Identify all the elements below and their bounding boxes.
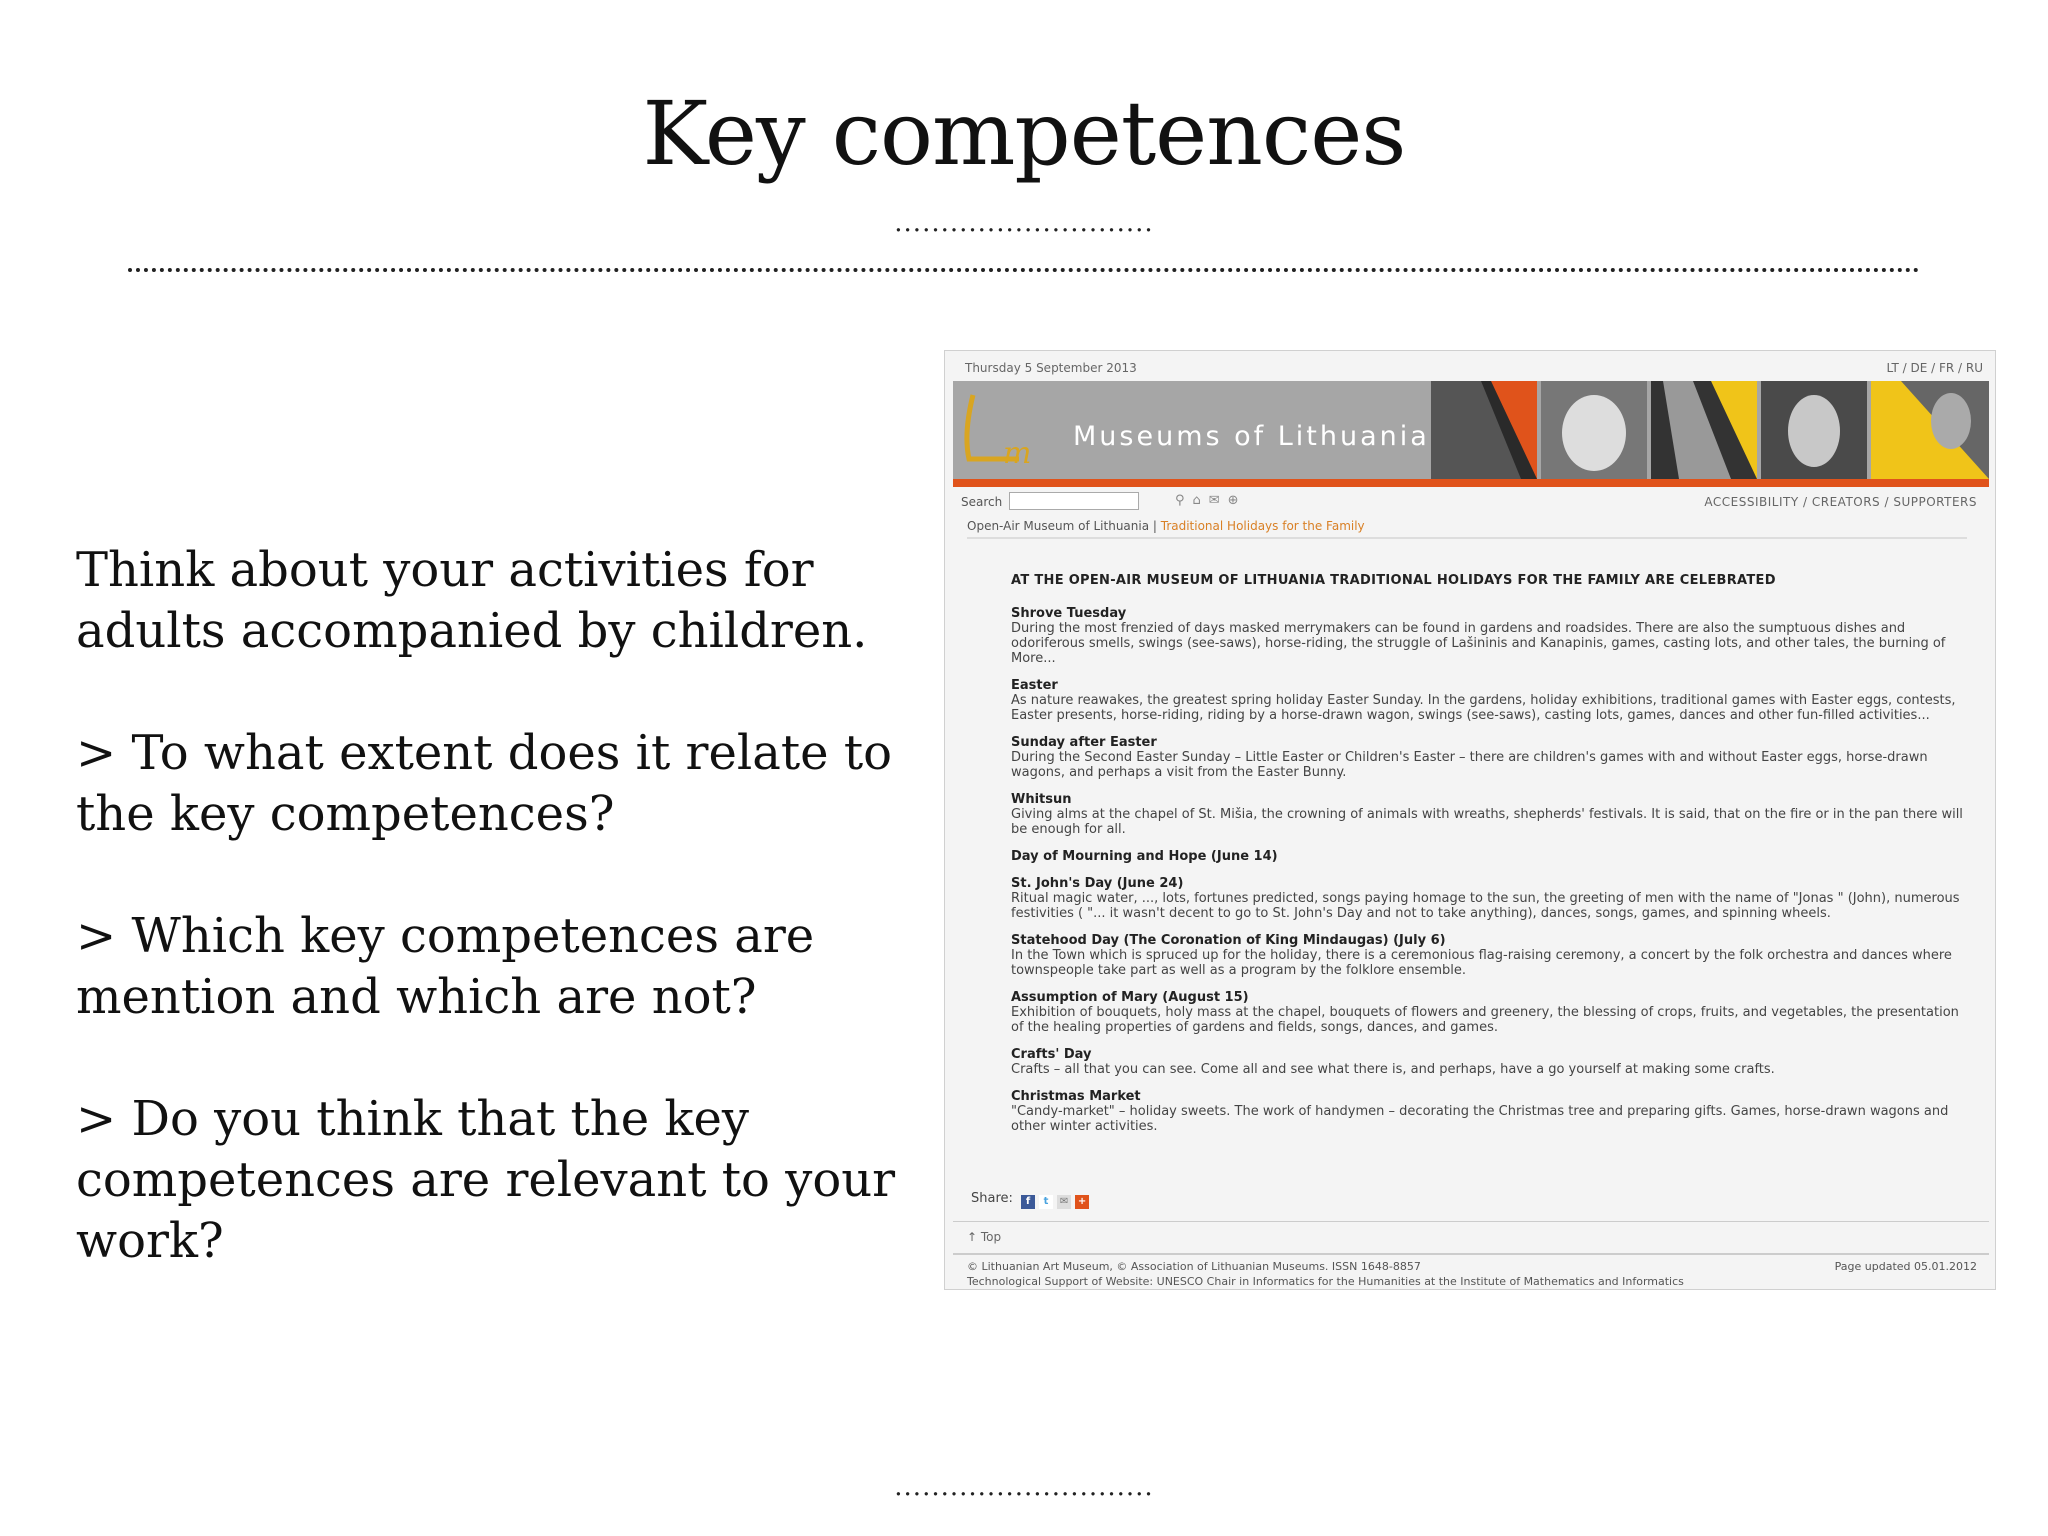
banner-accent-bar [953, 479, 1989, 487]
list-item [1011, 1089, 1971, 1134]
item-text: During the most frenzied of days masked merrymakers can be found in gardens and roadsides. There are also the sumptuous dishes and odoriferous smells, swings (see-saws), horse-riding, the struggle of Lašininis and Kanapinis, games, casting lots, and other tales, the burning of More... [1011, 621, 1946, 666]
site-name: Museums of Lithuania [1073, 421, 1430, 452]
share-row [971, 1191, 1089, 1209]
add-share-icon[interactable]: + [1075, 1195, 1089, 1209]
item-text: During the Second Easter Sunday – Little Easter or Children's Easter – there are children's games with and without Easter eggs, horse-drawn wagons, and perhaps a visit from the Easter Bunny. [1011, 750, 1928, 780]
item-title[interactable]: Crafts' Day [1011, 1047, 1092, 1062]
breadcrumb-current: Traditional Holidays for the Family [1160, 519, 1365, 533]
top-link[interactable]: Top [980, 1230, 1002, 1244]
list-item [1011, 1047, 1971, 1077]
language-links[interactable]: LT / DE / FR / RU [1886, 361, 1983, 375]
top-links[interactable]: ACCESSIBILITY / CREATORS / SUPPORTERS [1704, 495, 1977, 509]
search-row [953, 491, 1989, 515]
svg-text:m: m [1003, 436, 1032, 471]
holiday-list [1011, 573, 1971, 1146]
list-item [1011, 876, 1971, 921]
question-2: > Which key competences are mention and which are not? [76, 908, 815, 1025]
banner-artwork-strip [1431, 381, 1989, 479]
prompt-intro: Think about your activities for adults accompanied by children. [76, 542, 868, 659]
item-text: "Candy-market" – holiday sweets. The work of handymen – decorating the Christmas tree and preparing gifts. Games, horse-drawn wagons and other winter activities. [1011, 1104, 1949, 1134]
list-item [1011, 933, 1971, 978]
page-updated: Page updated 05.01.2012 [1834, 1260, 1977, 1273]
item-text: Exhibition of bouquets, holy mass at the chapel, bouquets of flowers and greenery, the blessing of crops, fruits, and vegetables, the presentation of the healing properties of gardens and fields, songs, dances, and games. [1011, 1005, 1959, 1035]
dotted-divider [128, 268, 1920, 272]
item-title[interactable]: Assumption of Mary (August 15) [1011, 990, 1249, 1005]
question-3: > Do you think that the key competences are relevant to your work? [76, 1091, 896, 1269]
breadcrumb: Open-Air Museum of Lithuania | Traditional Holidays for the Family [967, 519, 1967, 539]
search-toolbar-icons[interactable]: ⚲⌂✉⊕ [1175, 493, 1247, 508]
back-to-top[interactable]: ↑ Top [953, 1221, 1989, 1252]
slide-body [76, 540, 916, 1333]
item-text: Crafts – all that you can see. Come all and see what there is, and perhaps, have a go yourself at making some crafts. [1011, 1062, 1775, 1077]
site-date: Thursday 5 September 2013 [965, 361, 1137, 375]
facebook-icon[interactable]: f [1021, 1195, 1035, 1209]
item-title[interactable]: Day of Mourning and Hope (June 14) [1011, 849, 1278, 864]
item-text: Ritual magic water, ..., lots, fortunes predicted, songs paying homage to the sun, the greeting of men with the name of "Jonas " (John), numerous festivities ( "... it wasn't decent to go to St. John's Day and not to take anything), dances, songs, games, and spinning wheels. [1011, 891, 1960, 921]
item-title[interactable]: Christmas Market [1011, 1089, 1141, 1104]
footer-copyright: © Lithuanian Art Museum, © Association of Lithuanian Museums. ISSN 1648-8857 [967, 1260, 1421, 1273]
site-topbar [945, 351, 1995, 375]
share-label: Share: [971, 1191, 1013, 1206]
item-title[interactable]: St. John's Day (June 24) [1011, 876, 1184, 891]
museum-logo-icon [959, 389, 1051, 471]
footer-support: Technological Support of Website: UNESCO Chair in Informatics for the Humanities at the Institute of Mathematics and Informatics [967, 1275, 1684, 1288]
item-title[interactable]: Statehood Day (The Coronation of King Mindaugas) (July 6) [1011, 933, 1446, 948]
item-title[interactable]: Whitsun [1011, 792, 1072, 807]
bottom-dots: ............................ [894, 1472, 1154, 1502]
list-item [1011, 678, 1971, 723]
website-screenshot [944, 350, 1996, 1290]
question-1: > To what extent does it relate to the key competences? [76, 725, 892, 842]
content-heading: AT THE OPEN-AIR MUSEUM OF LITHUANIA TRADITIONAL HOLIDAYS FOR THE FAMILY ARE CELEBRATED [1011, 573, 1776, 588]
list-item [1011, 849, 1971, 864]
slide-title: Key competences [642, 82, 1406, 185]
search-input[interactable] [1009, 492, 1139, 510]
item-title[interactable]: Shrove Tuesday [1011, 606, 1127, 621]
search-label: Search [961, 495, 1003, 509]
list-item [1011, 735, 1971, 780]
item-title[interactable]: Easter [1011, 678, 1058, 693]
list-item [1011, 792, 1971, 837]
site-footer [953, 1253, 1989, 1288]
item-text: As nature reawakes, the greatest spring holiday Easter Sunday. In the gardens, holiday exhibitions, traditional games with Easter eggs, contests, Easter presents, horse-riding, riding by a horse-drawn wagon, swings (see-saws), casting lots, games, dances and other fun-filled activities... [1011, 693, 1956, 723]
item-text: Giving alms at the chapel of St. Mišia, the crowning of animals with wreaths, shepherds' festivals. It is said, that on the fire or in the pan there will be enough for all. [1011, 807, 1963, 837]
list-item [1011, 990, 1971, 1035]
email-icon[interactable]: ✉ [1057, 1195, 1071, 1209]
item-title[interactable]: Sunday after Easter [1011, 735, 1157, 750]
site-banner [953, 381, 1989, 479]
breadcrumb-root[interactable]: Open-Air Museum of Lithuania [967, 519, 1150, 533]
twitter-icon[interactable]: t [1039, 1195, 1053, 1209]
item-text: In the Town which is spruced up for the holiday, there is a ceremonious flag-raising ceremony, a concert by the folk orchestra and dances where townspeople take part as well as a program by the folklore ensemble. [1011, 948, 1952, 978]
list-item [1011, 606, 1971, 666]
subtitle-dots: ............................ [894, 208, 1154, 238]
